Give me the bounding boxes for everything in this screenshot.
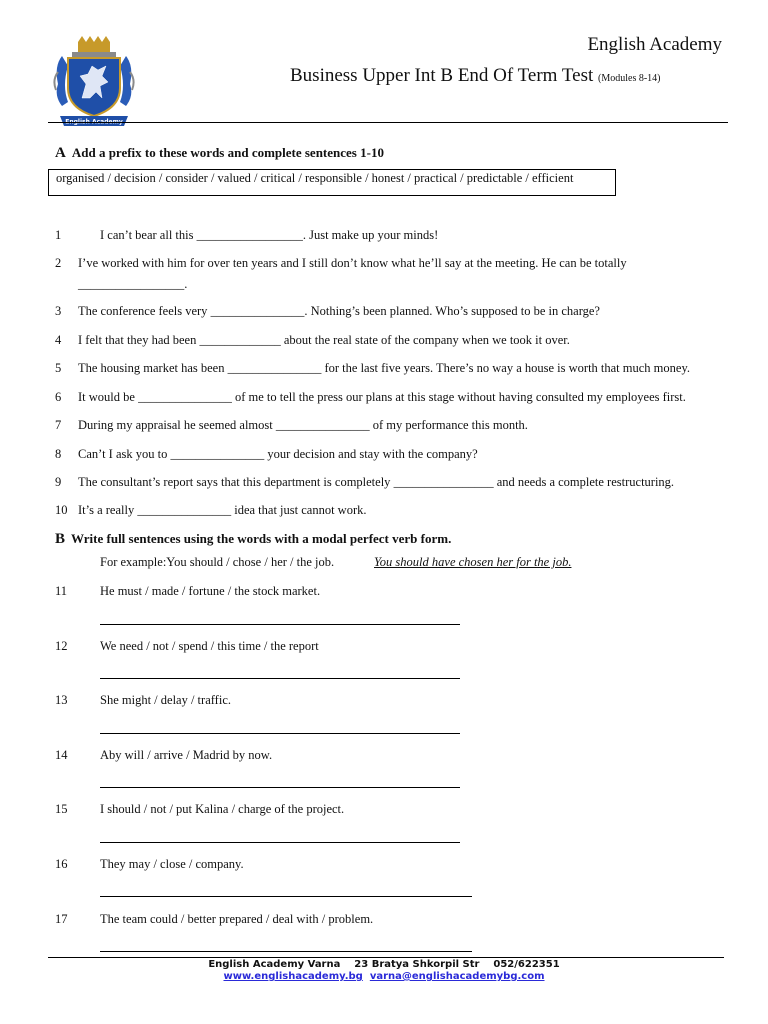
question-text [78, 503, 367, 518]
fill-in-blank[interactable]: _______________ [227, 361, 322, 375]
section-a-heading [55, 145, 384, 162]
question-text [78, 447, 478, 462]
test-title [290, 65, 661, 87]
question-text [78, 390, 686, 405]
question-text-before: The housing market has been [78, 361, 228, 375]
question-text-after: . Just make up your minds! [302, 228, 439, 242]
question-number: 5 [55, 361, 62, 375]
question-number: 11 [55, 584, 68, 598]
answer-line[interactable] [100, 678, 460, 679]
footer-org: English Academy Varna [208, 959, 341, 970]
question-text-before: It’s a really [78, 503, 138, 517]
answer-line[interactable] [100, 624, 460, 625]
question-prompt: She might / delay / traffic. [100, 693, 231, 707]
footer-phone: 052/622351 [493, 959, 560, 970]
modules-note: (Modules 8-14) [598, 73, 661, 84]
question-number: 16 [55, 857, 68, 871]
fill-in-blank[interactable]: _____________ [199, 333, 281, 347]
question-number: 7 [55, 418, 62, 432]
answer-line[interactable] [100, 733, 460, 734]
question-text-after: idea that just cannot work. [231, 503, 367, 517]
question-text-before: I felt that they had been [78, 333, 200, 347]
academy-crest-logo [52, 36, 136, 128]
question-text [78, 304, 600, 319]
academy-title: English Academy [587, 34, 722, 55]
question-text-after: of my performance this month. [369, 418, 528, 432]
question-number: 8 [55, 447, 62, 461]
website-link[interactable]: www.englishacademy.bg [223, 971, 363, 982]
question-text-after: about the real state of the company when we took it over. [280, 333, 570, 347]
question-text-before: It would be [78, 390, 139, 404]
footer-contact [0, 959, 768, 970]
fill-in-blank[interactable]: _________________ [196, 228, 303, 242]
question-number: 12 [55, 639, 68, 653]
question-text-before: I can’t bear all this [100, 228, 197, 242]
question-text [78, 418, 528, 433]
word-bank-box: organised / decision / consider / valued / critical / responsible / honest / practical / predictable / efficient [48, 169, 616, 196]
test-title-text: Business Upper Int B End Of Term Test [290, 65, 594, 86]
question-text-after: your decision and stay with the company? [264, 447, 478, 461]
question-number: 1 [55, 228, 62, 242]
question-text [78, 361, 690, 376]
question-text-after: for the last five years. There’s no way a house is worth that much money. [321, 361, 691, 375]
fill-in-blank[interactable]: ________________ [393, 475, 494, 489]
question-number: 9 [55, 475, 62, 489]
question-prompt: They may / close / company. [100, 857, 244, 871]
section-b-instruction: Write full sentences using the words with a modal perfect verb form. [71, 531, 452, 546]
example-answer: You should have chosen her for the job. [374, 555, 572, 569]
question-text [78, 333, 570, 348]
question-text [100, 228, 438, 243]
fill-in-blank[interactable]: _________________ [78, 277, 185, 291]
question-text-after: and needs a complete restructuring. [493, 475, 675, 489]
question-number: 3 [55, 304, 62, 318]
crest-shield-griffin-icon [52, 36, 136, 128]
question-prompt: He must / made / fortune / the stock market. [100, 584, 321, 598]
question-text-before: The consultant’s report says that this department is completely [78, 475, 394, 489]
question-number: 14 [55, 748, 68, 762]
question-prompt: Aby will / arrive / Madrid by now. [100, 748, 273, 762]
footer-address: 23 Bratya Shkorpil Str [354, 959, 480, 970]
question-text-before: The conference feels very [78, 304, 211, 318]
footer-divider [48, 957, 724, 958]
answer-line[interactable] [100, 951, 472, 952]
section-a-instruction: Add a prefix to these words and complete sentences 1-10 [71, 145, 384, 160]
question-number: 2 [55, 256, 62, 270]
question-text-after: of me to tell the press our plans at this stage without having consulted my employees first. [231, 390, 686, 404]
question-prompt: We need / not / spend / this time / the report [100, 639, 319, 653]
question-text-before: I’ve worked with him for over ten years and I still don’t know what he’ll say at the meeting. He can be totally [78, 256, 627, 270]
question-number: 17 [55, 912, 68, 926]
question-number: 15 [55, 802, 68, 816]
question-prompt: The team could / better prepared / deal with / problem. [100, 912, 374, 926]
question-text-after: . Nothing’s been planned. Who’s supposed to be in charge? [304, 304, 600, 318]
question-text-after: . [184, 277, 188, 291]
section-b-letter: B [55, 531, 66, 547]
question-text-before: During my appraisal he seemed almost [78, 418, 276, 432]
fill-in-blank[interactable]: _______________ [275, 418, 370, 432]
header-divider [48, 122, 728, 123]
answer-line[interactable] [100, 787, 460, 788]
email-link[interactable]: varna@englishacademybg.com [369, 971, 545, 982]
question-number: 6 [55, 390, 62, 404]
footer-links [0, 971, 768, 982]
question-text [78, 277, 187, 292]
section-a-letter: A [55, 145, 66, 161]
answer-line[interactable] [100, 896, 472, 897]
fill-in-blank[interactable]: _______________ [210, 304, 305, 318]
fill-in-blank[interactable]: _______________ [138, 390, 232, 404]
example-prompt: For example:You should / chose / her / the job. [100, 555, 335, 569]
question-number: 4 [55, 333, 62, 347]
question-text-before: Can’t I ask you to [78, 447, 171, 461]
fill-in-blank[interactable]: _______________ [137, 503, 232, 517]
section-b-heading [55, 531, 451, 548]
logo-banner-text: English Academy [65, 118, 123, 126]
fill-in-blank[interactable]: _______________ [170, 447, 265, 461]
question-text [78, 256, 627, 271]
question-number: 10 [55, 503, 68, 517]
question-text [78, 475, 674, 490]
question-number: 13 [55, 693, 68, 707]
question-prompt: I should / not / put Kalina / charge of the project. [100, 802, 345, 816]
answer-line[interactable] [100, 842, 460, 843]
